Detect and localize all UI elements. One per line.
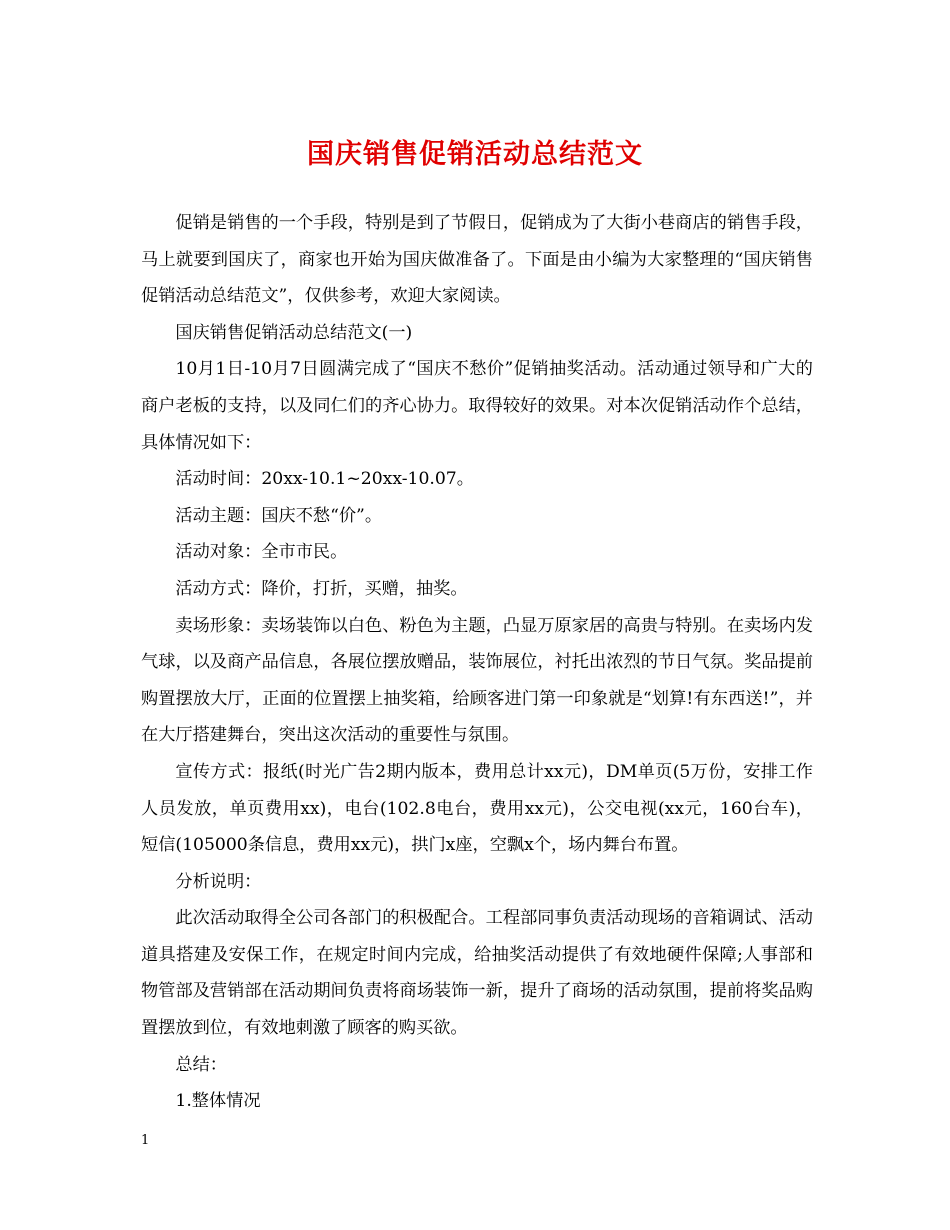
document-body: [141, 205, 813, 1120]
paragraph-activity-method: 活动方式：降价，打折，买赠，抽奖。: [175, 578, 468, 599]
paragraph-activity-theme: 活动主题：国庆不愁“价”。: [175, 505, 383, 526]
paragraph-section-heading: 国庆销售促销活动总结范文(一): [175, 322, 413, 343]
page-number: 1: [141, 1133, 150, 1148]
paragraph-overall-situation: 1.整体情况: [175, 1091, 261, 1112]
paragraph-analysis-body: 此次活动取得全公司各部门的积极配合。工程部同事负责活动现场的音箱调试、活动道具搭建及安保工作，在规定时间内完成，给抽奖活动提供了有效地硬件保障;人事部和物管部及营销部在活动期间负责将商场装饰一新，提升了商场的活动氛围，提前将奖品购置摆放到位，有效地刺激了顾客的购买欲。: [141, 908, 813, 1039]
paragraph-activity-time: 活动时间：20xx-10.1~20xx-10.07。: [175, 469, 474, 490]
paragraph-intro: 促销是销售的一个手段，特别是到了节假日，促销成为了大街小巷商店的销售手段，马上就要到国庆了，商家也开始为国庆做准备了。下面是由小编为大家整理的“国庆销售促销活动总结范文”，仅供参考，欢迎大家阅读。: [141, 213, 813, 307]
document-title: 国庆销售促销活动总结范文: [307, 139, 643, 170]
paragraph-activity-audience: 活动对象：全市市民。: [175, 542, 348, 563]
paragraph-store-image: 卖场形象：卖场装饰以白色、粉色为主题，凸显万原家居的高贵与特别。在卖场内发气球，以及商产品信息，各展位摆放赠品，装饰展位，衬托出浓烈的节日气氛。奖品提前购置摆放大厅，正面的位置摆上抽奖箱，给顾客进门第一印象就是“划算!有东西送!”，并在大厅搭建舞台，突出这次活动的重要性与氛围。: [141, 615, 813, 746]
paragraph-analysis-heading: 分析说明：: [175, 871, 262, 892]
paragraph-promotion-method: 宣传方式：报纸(时光广告2期内版本，费用总计xx元)，DM单页(5万份，安排工作人员发放，单页费用xx)，电台(102.8电台，费用xx元)，公交电视(xx元，160台车)，短信(105000条信息，费用xx元)，拱门x座，空飘x个，场内舞台布置。: [141, 761, 813, 856]
paragraph-activity-overview: 10月1日-10月7日圆满完成了“国庆不愁价”促销抽奖活动。活动通过领导和广大的商户老板的支持，以及同仁们的齐心协力。取得较好的效果。对本次促销活动作个总结，具体情况如下：: [141, 359, 813, 453]
paragraph-summary-heading: 总结：: [175, 1054, 227, 1075]
